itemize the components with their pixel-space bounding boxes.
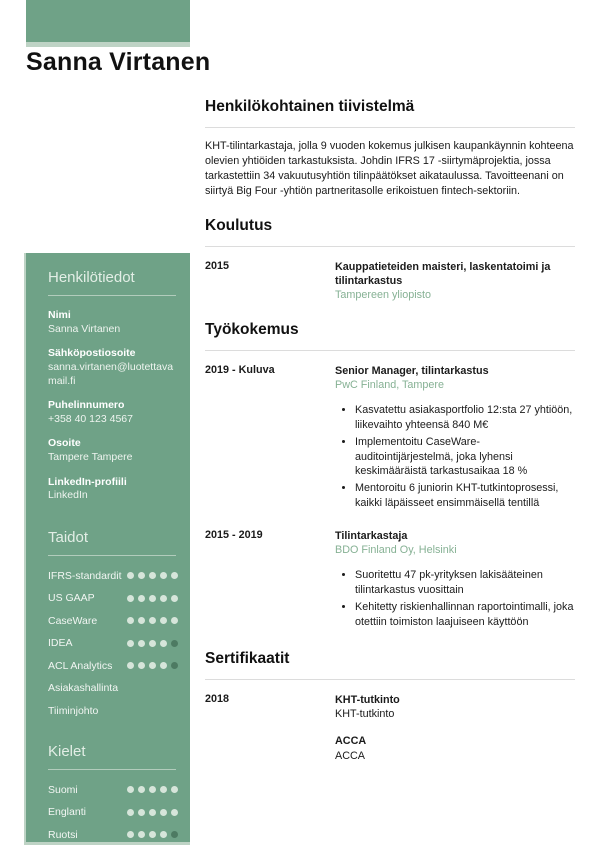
- skill-label: IFRS-standardit: [48, 569, 122, 582]
- sidebar: [24, 253, 190, 845]
- skill-rating-dots: [127, 662, 178, 669]
- skill-row: [48, 704, 178, 717]
- education-entry: [205, 260, 575, 303]
- experience-entry: [205, 529, 575, 632]
- personal-info-title: Henkilötiedot: [48, 269, 176, 296]
- skill-row: [48, 659, 178, 672]
- language-row: [48, 783, 178, 796]
- languages-title: Kielet: [48, 743, 176, 770]
- experience-bullets: [335, 403, 575, 511]
- field-phone: [48, 399, 178, 426]
- experience-org: BDO Finland Oy, Helsinki: [335, 544, 457, 557]
- field-value: Sanna Virtanen: [48, 322, 121, 335]
- education-date: 2015: [205, 259, 230, 272]
- field-label: Osoite: [48, 437, 81, 450]
- language-row: [48, 806, 178, 819]
- skill-rating-dots: [127, 617, 178, 624]
- field-linkedin: [48, 476, 178, 503]
- experience-bullets: [335, 568, 575, 630]
- header-accent-block: [26, 0, 190, 47]
- field-value: LinkedIn: [48, 489, 88, 502]
- education-degree: Kauppatieteiden maisteri, laskentatoimi ja tilintarkastus: [335, 260, 551, 287]
- candidate-name: Sanna Virtanen: [26, 48, 211, 76]
- field-label: LinkedIn-profiili: [48, 475, 127, 488]
- certificate-item: [335, 734, 575, 763]
- summary-section: [205, 98, 575, 199]
- certificate-name: KHT-tutkinto: [335, 693, 400, 706]
- certificate-entry: [205, 693, 575, 775]
- field-value: +358 40 123 4567: [48, 412, 133, 425]
- field-label: Nimi: [48, 309, 71, 321]
- skill-rating-dots: [127, 640, 178, 647]
- field-value: Tampere Tampere: [48, 451, 133, 464]
- language-rating-dots: [127, 786, 178, 793]
- language-rating-dots: [127, 831, 178, 838]
- languages-section: [48, 743, 178, 841]
- field-label: Sähköpostiosoite: [48, 347, 136, 360]
- skills-section: [48, 529, 178, 717]
- experience-section: [205, 321, 575, 632]
- field-address: [48, 437, 178, 464]
- experience-entry: [205, 364, 575, 513]
- skill-row: [48, 592, 178, 605]
- skill-label: US GAAP: [48, 592, 95, 605]
- experience-date: 2015 - 2019: [205, 529, 263, 542]
- field-email: [48, 347, 178, 388]
- personal-info-section: [48, 269, 178, 503]
- experience-details: [335, 364, 575, 513]
- experience-bullet: • Mentoroitu 6 juniorin KHT-tutkintoprosessi, kaikki läpäisseet ensimmäisellä tentillä: [355, 481, 575, 511]
- skill-label: Asiakashallinta: [48, 682, 119, 695]
- skill-label: Tiiminjohto: [48, 704, 99, 717]
- skill-row: [48, 637, 178, 650]
- summary-title: Henkilökohtainen tiivistelmä: [205, 98, 575, 128]
- language-row: [48, 828, 178, 841]
- language-label: Englanti: [48, 806, 86, 819]
- experience-org: PwC Finland, Tampere: [335, 378, 445, 391]
- experience-bullet: • Kasvatettu asiakasportfolio 12:sta 27 yhtiöön, liikevaihto yhteensä 840 M€: [355, 403, 575, 433]
- certificate-detail: ACCA: [335, 749, 365, 762]
- experience-role: Tilintarkastaja: [335, 530, 408, 543]
- language-rating-dots: [127, 809, 178, 816]
- education-details: [335, 260, 575, 303]
- education-title: Koulutus: [205, 217, 575, 247]
- experience-role: Senior Manager, tilintarkastus: [335, 364, 489, 377]
- skill-row: [48, 614, 178, 627]
- certificate-date: 2018: [205, 692, 230, 705]
- education-school: Tampereen yliopisto: [335, 288, 432, 301]
- certificate-item: [335, 693, 575, 722]
- skill-label: ACL Analytics: [48, 659, 113, 672]
- certificate-details: [335, 693, 575, 775]
- field-name: [48, 309, 178, 336]
- experience-date: 2019 - Kuluva: [205, 363, 275, 376]
- skills-title: Taidot: [48, 529, 176, 556]
- certificate-detail: KHT-tutkinto: [335, 708, 395, 721]
- summary-text: KHT-tilintarkastaja, jolla 9 vuoden kokemus julkisen kaupankäynnin kohteena olevien yhtiöiden tarkastuksista. Johdin IFRS 17 -siirtymäprojektia, jossa tarkastettiin 34 vakuutusyhtiön tilinpäätökset aikataulussa. Tavoitteenani on siirtyä Big Four -yhtiön partneritasolle erikoistuen fintech-sektoriin.: [205, 140, 574, 197]
- experience-title: Työkokemus: [205, 321, 575, 351]
- field-label: Puhelinnumero: [48, 399, 125, 412]
- experience-bullet: • Kehitetty riskienhallinnan raportointimalli, joka otettiin toimiston laajuiseen käyttöön: [355, 600, 575, 630]
- certificates-title: Sertifikaatit: [205, 650, 575, 680]
- certificates-section: [205, 650, 575, 775]
- experience-bullet: • Implementoitu CaseWare-auditointijärjestelmä, joka lyhensi keskimääräistä tarkastusaikaa 18 %: [355, 435, 575, 480]
- experience-bullet: • Suoritettu 47 pk-yrityksen lakisääteinen tilintarkastus vuosittain: [355, 568, 575, 598]
- skill-row: [48, 682, 178, 695]
- skill-label: IDEA: [48, 637, 73, 650]
- experience-details: [335, 529, 575, 632]
- language-label: Ruotsi: [48, 828, 78, 841]
- certificate-name: ACCA: [335, 734, 367, 747]
- skill-label: CaseWare: [48, 614, 98, 627]
- skill-rating-dots: [127, 572, 178, 579]
- main-column: [205, 98, 575, 793]
- field-value: sanna.virtanen@luotettavamail.fi: [48, 360, 174, 387]
- skill-row: [48, 569, 178, 582]
- language-label: Suomi: [48, 783, 78, 796]
- skill-rating-dots: [127, 595, 178, 602]
- education-section: [205, 217, 575, 303]
